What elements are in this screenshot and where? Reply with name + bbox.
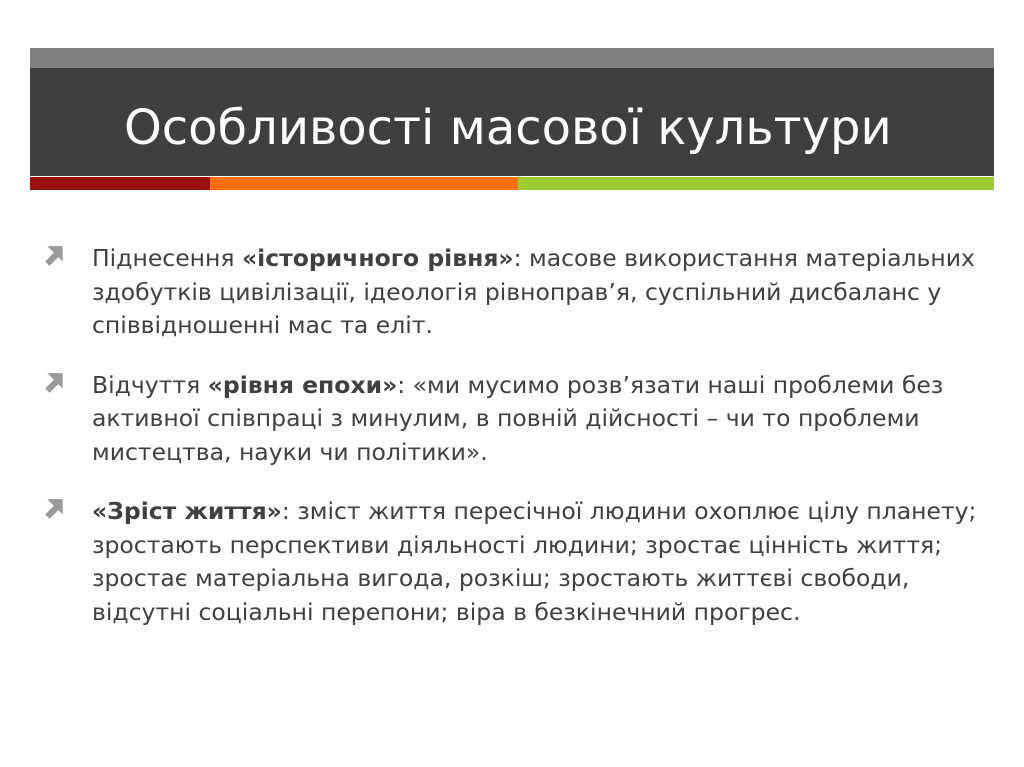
bullet-text: Відчуття «рівня епохи»: «ми мусимо розв’язати наші проблеми без активної співпраці з минулим, в повній дійсності – чи то проблеми мистецтва, науки чи політики». [92, 370, 944, 466]
bullet-item-3 [44, 495, 984, 629]
title-top-strip [30, 48, 994, 68]
accent-bar-red [30, 177, 210, 190]
bullet-highlight: «історичного рівня» [242, 244, 514, 272]
bullet-text: «Зріст життя»: зміст життя пересічної людини охоплює цілу планету; зростають перспективи діяльності людини; зростає цінність життя; зростає матеріальна вигода, розкіш; зростають життєві свободи, відсутні соціальні перепони; віра в безкінечний прогрес. [92, 497, 977, 626]
diagonal-arrow-icon [44, 245, 66, 267]
accent-bar-green [518, 177, 994, 190]
bullet-item-2 [44, 369, 984, 470]
diagonal-arrow-icon [44, 372, 66, 394]
bullet-text: Піднесення «історичного рівня»: масове використання матеріальних здобутків цивілізації, ідеологія рівноправ’я, суспільний дисбаланс у співвідношенні мас та еліт. [92, 244, 975, 339]
diagonal-arrow-icon [44, 498, 66, 520]
bullet-item-1 [44, 242, 984, 343]
slide-title: Особливості масової культури [124, 100, 892, 156]
bullet-highlight: «Зріст життя» [92, 497, 282, 525]
accent-bar-orange [210, 177, 518, 190]
bullet-highlight: «рівня епохи» [207, 370, 398, 399]
bullet-list [44, 242, 984, 655]
